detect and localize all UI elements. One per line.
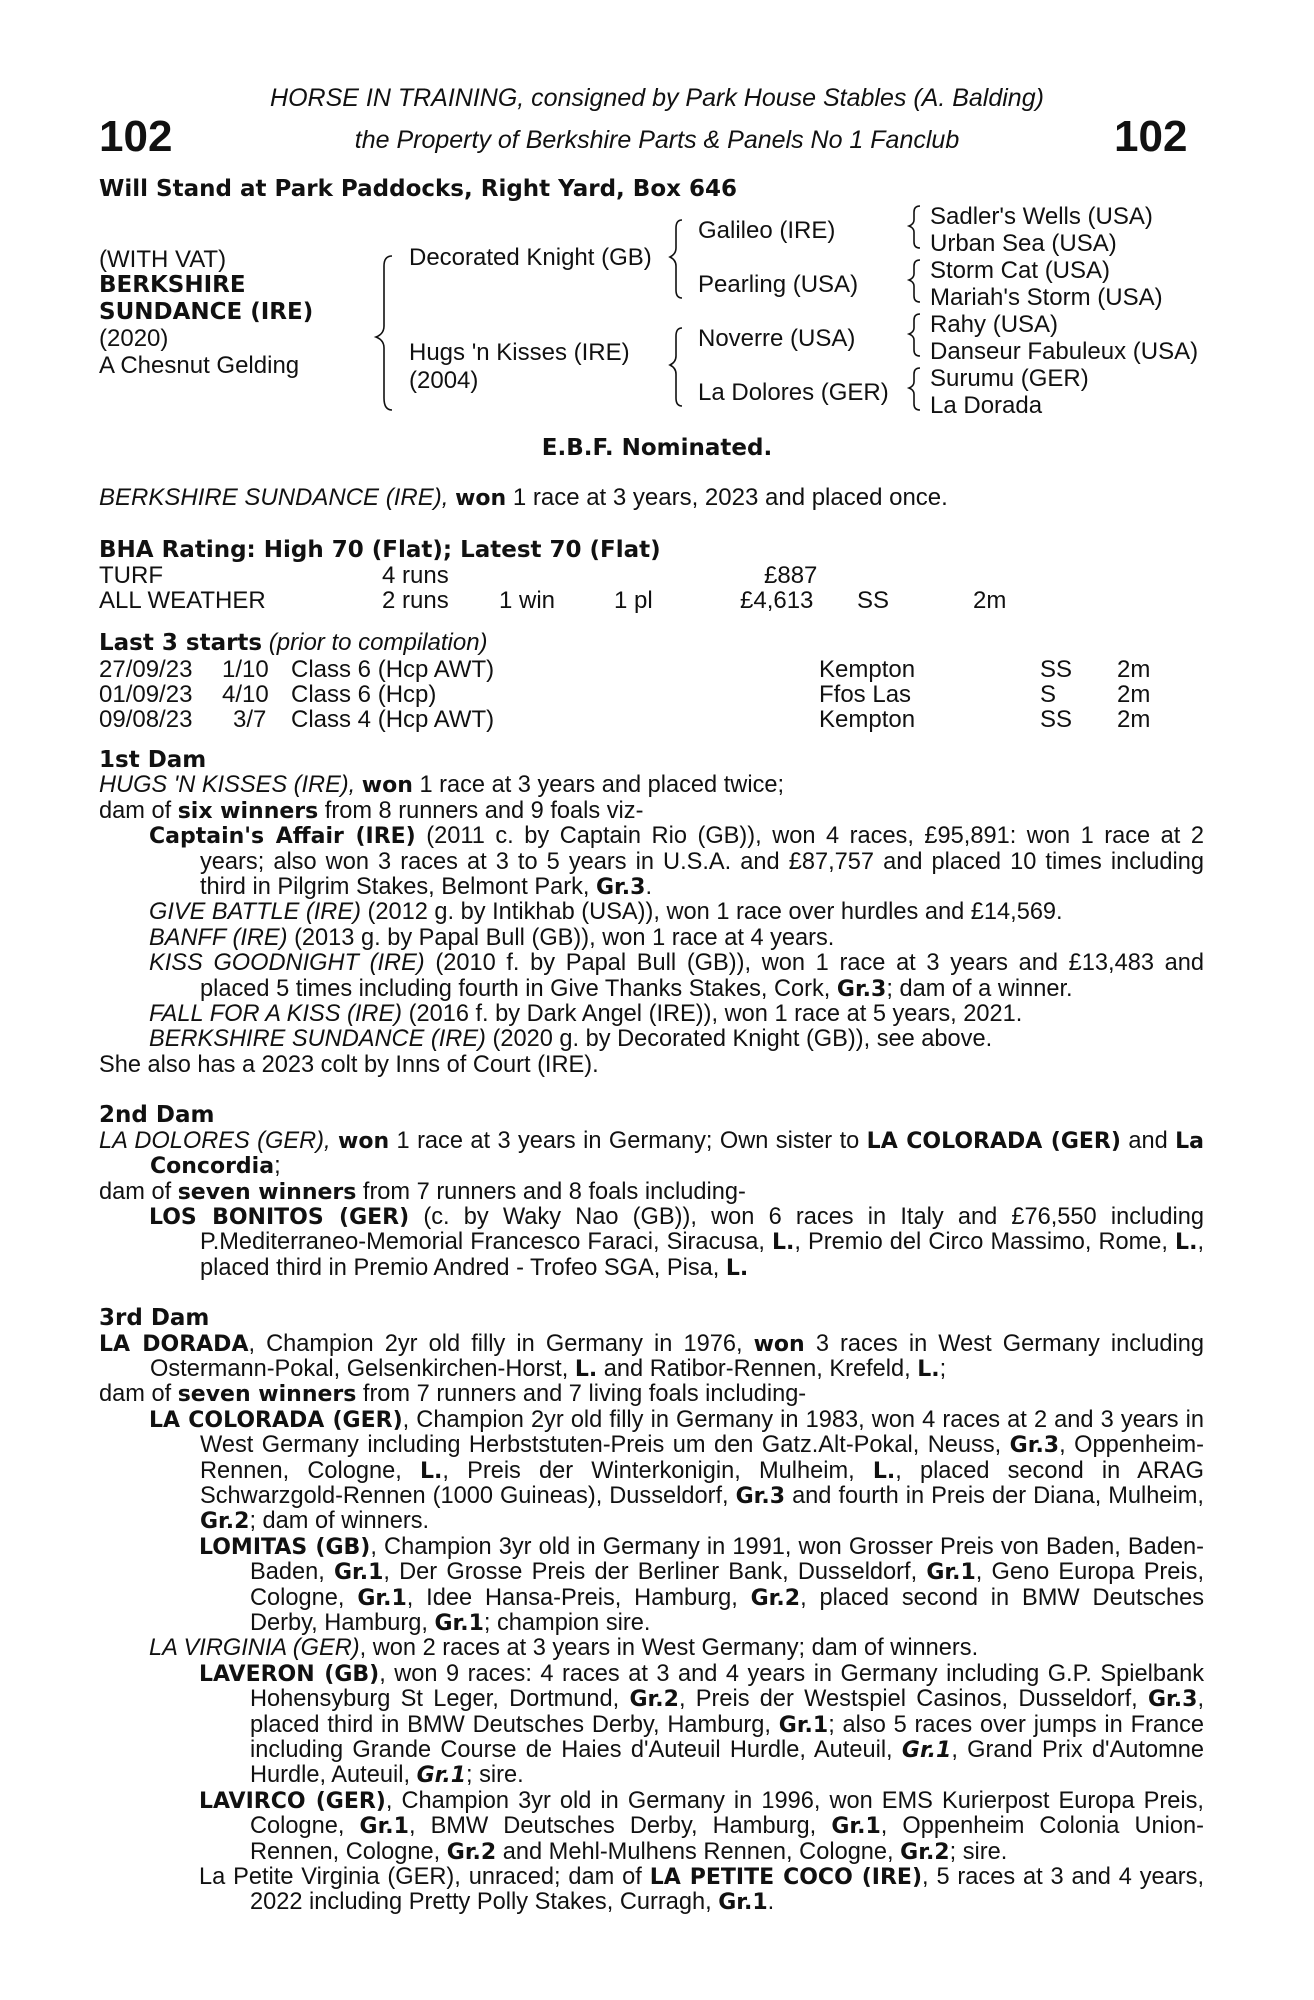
stand-location: Will Stand at Park Paddocks, Right Yard, Box 646: [99, 176, 737, 202]
start-position: 1/10: [222, 656, 269, 683]
rating-turf-row: [99, 562, 1199, 588]
text: ; champion sire.: [483, 1610, 651, 1636]
aw-placed: 1 pl: [614, 587, 653, 614]
produce-record: , Champion 3yr old in Germany in 1996, won EMS Kurierpost Europa Preis, Cologne,: [250, 1787, 1204, 1840]
text: from 7 runners and 8 foals including-: [356, 1178, 746, 1205]
text: ;: [274, 1153, 281, 1180]
last-starts-note: (prior to compilation): [262, 629, 488, 656]
start-position: 4/10: [222, 681, 269, 708]
second-dam-won: won: [338, 1128, 390, 1154]
produce-entry: [99, 1789, 1204, 1865]
pedigree-sire: Decorated Knight (GB): [409, 244, 652, 271]
grade: Gr.1: [831, 1814, 881, 1840]
grade: L.: [574, 1356, 598, 1382]
text: and Mehl-Mulhens Rennen, Cologne,: [496, 1838, 901, 1865]
text: , Oppenheim-Rennen, Cologne,: [200, 1432, 1204, 1484]
text: , 5 races at 3 and 4 years, 2022 including Pretty Polly Stakes, Curragh,: [250, 1864, 1204, 1916]
grade: Gr.2: [750, 1585, 801, 1611]
start-class: Class 6 (Hcp AWT): [291, 656, 495, 683]
text: from 8 runners and 9 foals viz-: [318, 797, 644, 824]
grade: L.: [872, 1458, 896, 1484]
text: , placed second in BMW Deutsches Derby, Hamburg,: [250, 1584, 1205, 1636]
produce-entry: [99, 1865, 1204, 1916]
pedigree-dsd: Danseur Fabuleux (USA): [930, 338, 1199, 365]
text: , placed third in Premio Andred - Trofeo SGA, Pisa,: [200, 1229, 1204, 1281]
summary-horse-name: BERKSHIRE SUNDANCE (IRE),: [99, 484, 449, 511]
turf-runs: 4 runs: [382, 562, 449, 589]
second-dam-line: [99, 1129, 1204, 1180]
winners-count: six winners: [177, 798, 319, 824]
aw-prize: £4,613: [740, 587, 814, 614]
grade: L.: [917, 1356, 940, 1382]
text: dam of: [99, 1381, 178, 1408]
grade: Gr.1: [416, 1763, 466, 1789]
produce-name: FALL FOR A KISS (IRE): [149, 1001, 403, 1028]
grade: Gr.3: [836, 976, 887, 1002]
produce-record: (c. by Waky Nao (GB)), won 6 races in Italy and £76,550 including P.Mediterraneo-Memorial Francesco Faraci, Siracusa,: [200, 1203, 1205, 1256]
pedigree-ssd: Urban Sea (USA): [930, 230, 1117, 257]
produce-entry: [99, 951, 1204, 1002]
pedigree-sds: Storm Cat (USA): [930, 257, 1111, 284]
start-date: 27/09/23: [99, 656, 193, 683]
produce-name: LA PETITE COCO (IRE): [649, 1865, 923, 1891]
text: , Preis der Westspiel Casinos, Dusseldorf,: [678, 1686, 1148, 1713]
produce-name: LOS BONITOS (GER): [149, 1204, 410, 1230]
third-dam-name: LA DORADA: [99, 1331, 249, 1357]
grade: Gr.2: [446, 1839, 497, 1865]
start-row: [99, 681, 1199, 707]
last-starts-label: Last 3 starts: [99, 630, 263, 656]
produce-entry: [99, 926, 1204, 951]
text: ; also 5 races over jumps in France including Grande Course de Haies d'Auteuil Hurdle, Auteuil,: [250, 1711, 1204, 1764]
pedigree-dss: Rahy (USA): [930, 311, 1059, 338]
property-line: the Property of Berkshire Parts & Panels No 1 Fanclub: [354, 126, 960, 154]
third-dam-produce-summary: [99, 1382, 1204, 1407]
second-dam-produce-summary: [99, 1180, 1204, 1205]
start-distance: 2m: [1117, 706, 1151, 733]
pedigree-dam-year: (2004): [409, 367, 479, 394]
lot-number-left: 102: [99, 112, 173, 161]
horse-name-line1: BERKSHIRE: [99, 272, 246, 298]
grade: Gr.1: [901, 1738, 952, 1764]
text: ;: [939, 1355, 947, 1382]
start-class: Class 4 (Hcp AWT): [291, 706, 495, 733]
text: , Preis der Winterkonigin, Mulheim,: [442, 1457, 873, 1484]
produce-name: BERKSHIRE SUNDANCE (IRE): [149, 1026, 486, 1053]
pedigree-sire-sire: Galileo (IRE): [698, 217, 836, 244]
text: , Grand Prix d'Automne Hurdle, Auteuil,: [250, 1737, 1204, 1789]
grade: Gr.2: [900, 1839, 950, 1865]
pedigree-ddd: La Dorada: [930, 392, 1043, 419]
text: , Idee Hansa-Preis, Hamburg,: [406, 1584, 751, 1611]
produce-name: GIVE BATTLE (IRE): [149, 899, 361, 926]
produce-entry: [99, 1205, 1204, 1281]
vat-label: (WITH VAT): [99, 246, 227, 273]
text: , Premio del Circo Massimo, Rome,: [794, 1229, 1176, 1256]
text: and: [1120, 1127, 1176, 1154]
grade: Gr.1: [359, 1814, 409, 1840]
produce-record: La Petite Virginia (GER), unraced; dam of: [199, 1864, 650, 1891]
grade: Gr.3: [596, 875, 646, 901]
text: and fourth in Preis der Diana, Mulheim,: [785, 1482, 1204, 1509]
grade: Gr.2: [200, 1509, 250, 1535]
produce-entry: [99, 1002, 1204, 1027]
text: , Geno Europa Preis, Cologne,: [250, 1559, 1205, 1611]
text: dam of: [99, 797, 178, 824]
start-going: SS: [1040, 706, 1073, 733]
summary-text: 1 race at 3 years, 2023 and placed once.: [506, 484, 948, 511]
first-dam-record: 1 race at 3 years and placed twice;: [412, 772, 785, 799]
grade: Gr.1: [926, 1560, 976, 1586]
text: , Der Grosse Preis der Berliner Bank, Dusseldorf,: [383, 1559, 927, 1586]
grade: L.: [772, 1230, 795, 1256]
start-going: SS: [1040, 656, 1073, 683]
produce-record: (2016 f. by Dark Angel (IRE)), won 1 race at 5 years, 2021.: [402, 1001, 1023, 1028]
produce-name: LAVIRCO (GER): [199, 1788, 386, 1814]
grade: Gr.1: [333, 1560, 384, 1586]
ebf-nominated: E.B.F. Nominated.: [541, 435, 773, 461]
produce-name: LAVERON (GB): [199, 1661, 380, 1687]
second-dam-name: LA DOLORES (GER),: [99, 1127, 331, 1154]
produce-record: (2013 g. by Papal Bull (GB)), won 1 race at 4 years.: [287, 924, 835, 951]
produce-name: LA COLORADA (GER): [149, 1407, 403, 1433]
grade: L.: [1175, 1230, 1198, 1256]
text: and Ratibor-Rennen, Krefeld,: [597, 1355, 918, 1382]
turf-prize: £887: [764, 562, 818, 589]
grade: Gr.3: [1148, 1687, 1198, 1713]
produce-record: , Champion 3yr old in Germany in 1991, won Grosser Preis von Baden, Baden-Baden,: [250, 1533, 1204, 1586]
produce-record: (2010 f. by Papal Bull (GB)), won 1 race at 3 years and £13,483 and placed 5 times including fourth in Give Thanks Stakes, Cork,: [200, 950, 1204, 1002]
start-course: Kempton: [819, 656, 916, 683]
text: ; sire.: [949, 1838, 1008, 1865]
text: 1 race at 3 years in Germany; Own sister to: [389, 1127, 867, 1154]
race-summary: [99, 485, 948, 512]
produce-record: , won 2 races at 3 years in West Germany; dam of winners.: [359, 1635, 979, 1662]
start-course: Kempton: [819, 706, 916, 733]
produce-record: (2012 g. by Intikhab (USA)), won 1 race over hurdles and £14,569.: [360, 899, 1063, 926]
produce-entry: [99, 1662, 1204, 1789]
consignor-line: HORSE IN TRAINING, consigned by Park House Stables (A. Balding): [270, 84, 1044, 112]
produce-record: , Champion 2yr old filly in Germany in 1983, won 4 races at 2 and 3 years in West Germany including Herbststuten-Preis um den Gatz.Alt-Pokal, Neuss,: [200, 1406, 1205, 1459]
start-date: 09/08/23: [99, 706, 193, 733]
aw-runs: 2 runs: [382, 587, 449, 614]
text: ; dam of winners.: [249, 1508, 430, 1535]
produce-name: KISS GOODNIGHT (IRE): [149, 950, 425, 977]
produce-record: , won 9 races: 4 races at 3 and 4 years in Germany including G.P. Spielbank Hohensyburg St Leger, Dortmund,: [250, 1660, 1204, 1713]
third-dam-title: 3rd Dam: [99, 1305, 210, 1332]
sister-name: La Concordia: [150, 1128, 1205, 1180]
text: from 7 runners and 7 living foals including-: [356, 1381, 807, 1408]
aw-distance: 2m: [973, 587, 1007, 614]
pedigree-dam: Hugs 'n Kisses (IRE): [409, 339, 630, 366]
sister-name: LA COLORADA (GER): [866, 1128, 1121, 1154]
produce-entry: [99, 824, 1204, 900]
last-starts-title: [99, 630, 488, 657]
grade: L.: [725, 1255, 749, 1281]
produce-entry: [99, 900, 1204, 925]
text: ; sire.: [466, 1762, 524, 1789]
colt-note: She also has a 2023 colt by Inns of Court (IRE).: [99, 1051, 599, 1078]
start-position: 3/7: [233, 706, 267, 733]
text: 3 races in West Germany including Ostermann-Pokal, Gelsenkirchen-Horst,: [150, 1330, 1204, 1382]
summary-won: won: [455, 486, 507, 511]
text: , Oppenheim Colonia Union-Rennen, Cologne,: [250, 1813, 1204, 1865]
winners-count: seven winners: [177, 1179, 357, 1205]
start-row: [99, 656, 1199, 682]
aw-wins: 1 win: [499, 587, 556, 614]
pedigree-dam-dam: La Dolores (GER): [698, 379, 889, 406]
start-course: Ffos Las: [819, 681, 912, 708]
pedigree-notes: [99, 748, 1204, 1916]
winners-count: seven winners: [177, 1382, 357, 1408]
grade: Gr.2: [629, 1687, 679, 1713]
grade: Gr.3: [735, 1483, 786, 1509]
aw-going: SS: [857, 587, 890, 614]
horse-description: A Chesnut Gelding: [99, 352, 300, 379]
text: ; dam of a winner.: [886, 975, 1073, 1002]
aw-surface: ALL WEATHER: [99, 587, 266, 614]
third-dam-won: won: [753, 1331, 805, 1357]
pedigree-dam-sire: Noverre (USA): [698, 325, 856, 352]
text: , BMW Deutsches Derby, Hamburg,: [408, 1813, 832, 1840]
start-class: Class 6 (Hcp): [291, 681, 437, 708]
start-distance: 2m: [1117, 681, 1151, 708]
text: , Champion 2yr old filly in Germany in 1976,: [248, 1330, 754, 1357]
text: dam of: [99, 1178, 178, 1205]
first-dam-line: [99, 773, 1204, 798]
start-going: S: [1040, 681, 1057, 708]
produce-name: LA VIRGINIA (GER): [149, 1635, 360, 1662]
horse-year: (2020): [99, 325, 169, 352]
rating-aw-row: [99, 587, 1199, 613]
text: .: [645, 874, 652, 901]
first-dam-name: HUGS 'N KISSES (IRE),: [99, 772, 356, 799]
start-distance: 2m: [1117, 656, 1151, 683]
second-dam-title: 2nd Dam: [99, 1102, 215, 1129]
first-dam-produce-summary: [99, 799, 1204, 824]
text: , placed second in ARAG Schwarzgold-Rennen (1000 Guineas), Dusseldorf,: [200, 1457, 1204, 1509]
grade: L.: [419, 1458, 443, 1484]
start-date: 01/09/23: [99, 681, 193, 708]
text: .: [767, 1889, 775, 1916]
first-dam-title: 1st Dam: [99, 747, 207, 773]
produce-record: (2020 g. by Decorated Knight (GB)), see above.: [485, 1026, 993, 1053]
grade: Gr.1: [778, 1712, 829, 1738]
lot-number-right: 102: [1114, 112, 1188, 161]
produce-entry: [99, 1408, 1204, 1535]
grade: Gr.1: [357, 1585, 407, 1611]
text: , placed third in BMW Deutsches Derby, Hamburg,: [250, 1686, 1204, 1738]
pedigree-sdd: Mariah's Storm (USA): [930, 284, 1163, 311]
pedigree-sss: Sadler's Wells (USA): [930, 203, 1153, 230]
pedigree-dds: Surumu (GER): [930, 365, 1089, 392]
start-row: [99, 706, 1199, 732]
produce-entry: [99, 1636, 1204, 1661]
produce-entry: [99, 1535, 1204, 1637]
grade: Gr.1: [434, 1611, 484, 1636]
turf-surface: TURF: [99, 562, 163, 589]
grade: Gr.1: [718, 1890, 768, 1916]
bha-rating: BHA Rating: High 70 (Flat); Latest 70 (Flat): [99, 537, 661, 563]
produce-name: LOMITAS (GB): [199, 1534, 371, 1560]
third-dam-line: [99, 1332, 1204, 1383]
produce-name: BANFF (IRE): [149, 924, 288, 951]
first-dam-won: won: [361, 773, 413, 799]
pedigree-sire-dam: Pearling (USA): [698, 271, 859, 298]
horse-name-line2: SUNDANCE (IRE): [99, 299, 314, 325]
produce-record: (2011 c. by Captain Rio (GB)), won 4 races, £95,891: won 1 race at 2 years; also won 3 races at 3 to 5 years in U.S.A. and £87,757 and placed 10 times including third in Pilgrim Stakes, Belmont Park,: [200, 823, 1204, 901]
produce-entry: [99, 1027, 1204, 1052]
grade: Gr.3: [1009, 1433, 1060, 1459]
produce-name: Captain's Affair (IRE): [149, 824, 416, 850]
